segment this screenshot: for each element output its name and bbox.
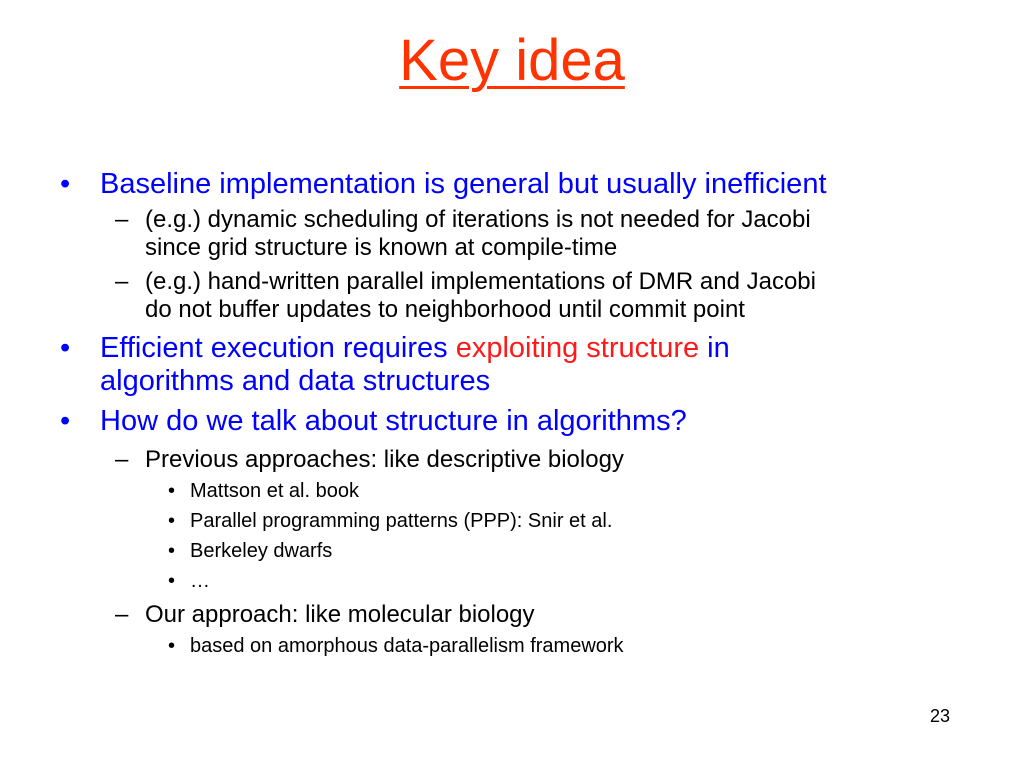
- bullet-marker: •: [60, 168, 71, 200]
- sub-bullet-dynamic-scheduling-line1: (e.g.) dynamic scheduling of iterations is not needed for Jacobi: [145, 206, 811, 233]
- small-bullet-marker: •: [168, 635, 176, 657]
- bullet-text: in: [699, 332, 730, 364]
- highlight-exploiting-structure: exploiting structure: [455, 332, 700, 364]
- bullet-marker: •: [60, 405, 71, 437]
- small-bullet-marker: •: [168, 570, 176, 592]
- bullet-talk-about-structure: How do we talk about structure in algorithms?: [100, 405, 687, 437]
- bullet-marker: •: [60, 332, 71, 364]
- sub-bullet-dynamic-scheduling-line2: since grid structure is known at compile-time: [145, 234, 618, 261]
- bullet-text: Efficient execution requires: [100, 332, 456, 364]
- list-item-ellipsis: …: [190, 570, 210, 592]
- slide-title: Key idea: [399, 28, 625, 93]
- bullet-efficient-execution-line1: [100, 332, 730, 365]
- list-item-berkeley-dwarfs: Berkeley dwarfs: [190, 540, 333, 562]
- sub-bullet-previous-approaches: Previous approaches: like descriptive biology: [145, 446, 624, 473]
- bullet-baseline-implementation: Baseline implementation is general but usually inefficient: [100, 168, 827, 200]
- small-bullet-marker: •: [168, 510, 176, 532]
- dash-marker: –: [115, 601, 129, 628]
- list-item-amorphous-framework: based on amorphous data-parallelism framework: [190, 635, 624, 657]
- list-item-mattson: Mattson et al. book: [190, 480, 359, 502]
- sub-bullet-our-approach: Our approach: like molecular biology: [145, 601, 535, 628]
- small-bullet-marker: •: [168, 540, 176, 562]
- page-number: 23: [930, 706, 951, 726]
- dash-marker: –: [115, 206, 129, 233]
- sub-bullet-hand-written-line1: (e.g.) hand-written parallel implementations of DMR and Jacobi: [145, 268, 816, 295]
- dash-marker: –: [115, 446, 129, 473]
- dash-marker: –: [115, 268, 129, 295]
- small-bullet-marker: •: [168, 480, 176, 502]
- list-item-ppp: Parallel programming patterns (PPP): Snir et al.: [190, 510, 613, 532]
- bullet-efficient-execution-line2: algorithms and data structures: [100, 365, 491, 397]
- sub-bullet-hand-written-line2: do not buffer updates to neighborhood until commit point: [145, 296, 745, 323]
